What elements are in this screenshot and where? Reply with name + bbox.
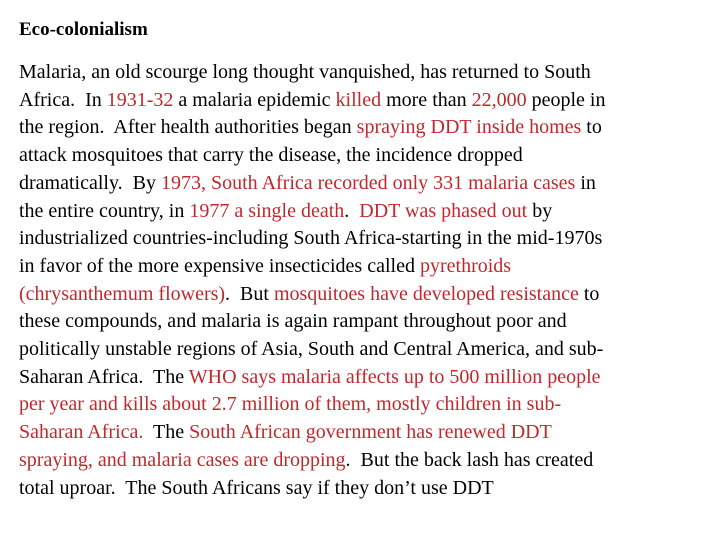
text-segment: attack mosquitoes that carry the disease, the incidence dropped (19, 144, 523, 167)
text-segment: The (143, 421, 190, 444)
text-segment: dramatically. By (19, 171, 161, 194)
text-line (19, 225, 606, 253)
text-line (19, 87, 606, 115)
text-line (19, 475, 606, 503)
text-segment: a malaria epidemic (173, 88, 336, 111)
highlighted-text: South African government has renewed DDT (189, 421, 552, 444)
text-segment: in favor of the more expensive insecticides called (19, 254, 420, 277)
text-segment: industrialized countries-including South Africa-starting in the mid-1970s (19, 227, 603, 250)
text-line (19, 59, 606, 87)
text-line (19, 114, 606, 142)
text-segment: the entire country, in (19, 199, 190, 222)
text-segment: . (344, 199, 360, 222)
highlighted-text: pyrethroids (419, 254, 512, 277)
text-line (19, 391, 606, 419)
text-line (19, 447, 606, 475)
text-line (19, 336, 606, 364)
highlighted-text: Saharan Africa. (19, 421, 144, 444)
text-segment: the region. After health authorities began (19, 116, 357, 139)
text-line (19, 281, 606, 309)
text-segment: to (578, 282, 600, 305)
highlighted-text: 1931-32 (106, 88, 174, 111)
highlighted-text: killed (335, 88, 382, 111)
highlighted-text: 1973, South Africa recorded only 331 malaria cases (161, 171, 576, 194)
text-segment: in (575, 171, 596, 194)
text-line (19, 170, 606, 198)
highlighted-text: 1977 a single death (189, 199, 345, 222)
highlighted-text: per year and kills about 2.7 million of them, mostly children in sub- (19, 393, 562, 416)
text-segment: by (527, 199, 553, 222)
highlighted-text: 22,000 (471, 88, 527, 111)
text-line (19, 142, 606, 170)
text-segment: Africa. In (19, 88, 107, 111)
text-segment: . But the back lash has created (345, 448, 594, 471)
text-segment: . But (225, 282, 274, 305)
text-segment: politically unstable regions of Asia, South and Central America, and sub- (19, 338, 604, 361)
highlighted-text: mosquitoes have developed resistance (273, 282, 579, 305)
text-line (19, 364, 606, 392)
text-line (19, 253, 606, 281)
text-segment: these compounds, and malaria is again rampant throughout poor and (19, 310, 567, 333)
text-segment: total uproar. The South Africans say if they don’t use DDT (19, 476, 494, 499)
highlighted-text: WHO says malaria affects up to 500 million people (188, 365, 601, 388)
text-segment: people in (526, 88, 606, 111)
slide-title: Eco-colonialism (19, 19, 148, 40)
highlighted-text: spraying DDT inside homes (356, 116, 582, 139)
text-line (19, 419, 606, 447)
slide-body-text (19, 59, 606, 502)
text-segment: Saharan Africa. The (19, 365, 189, 388)
highlighted-text: DDT was phased out (359, 199, 528, 222)
text-line (19, 198, 606, 226)
highlighted-text: (chrysanthemum flowers) (19, 282, 226, 305)
text-line (19, 308, 606, 336)
text-segment: more than (381, 88, 472, 111)
highlighted-text: spraying, and malaria cases are dropping (19, 448, 346, 471)
text-segment: Malaria, an old scourge long thought vanquished, has returned to South (19, 61, 591, 83)
text-segment: to (581, 116, 602, 139)
